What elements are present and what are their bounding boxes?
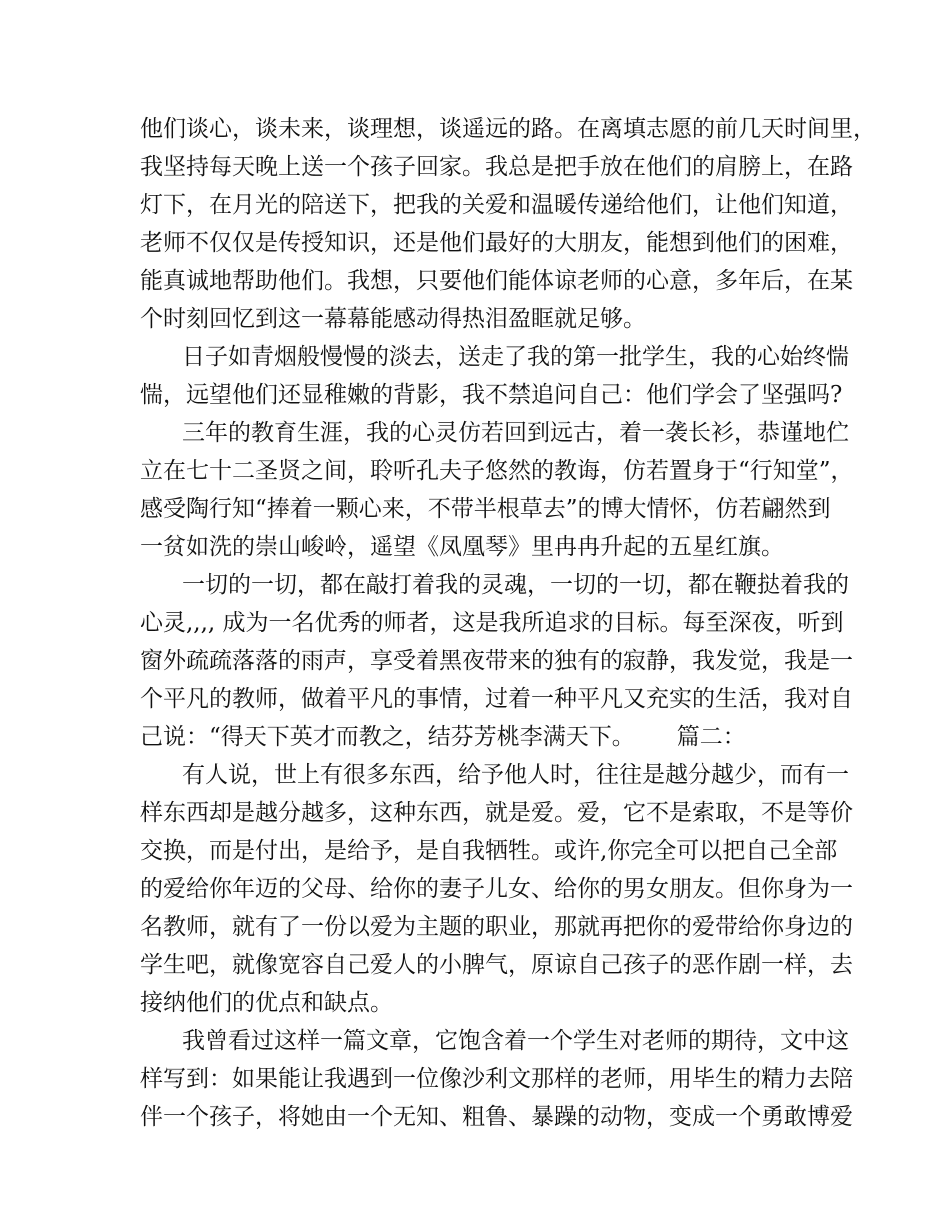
text-line: 名教师，就有了一份以爱为主题的职业，那就再把你的爱带给你身边的 <box>140 914 853 940</box>
text-line: 三年的教育生涯，我的心灵仿若回到远古，着一袭长衫，恭谨地伫 <box>182 420 849 446</box>
text-line-with-heading <box>140 718 820 756</box>
text-line: 老师不仅仅是传授知识，还是他们最好的大朋友，能想到他们的困难， <box>140 230 853 256</box>
text-line: 样写到：如果能让我遇到一位像沙利文那样的老师，用毕生的精力去陪 <box>140 1066 853 1092</box>
text-line: 感受陶行知“捧着一颗心来，不带半根草去”的博大情怀，仿若翩然到 <box>140 496 831 522</box>
text-line: 惴，远望他们还显稚嫩的背影，我不禁追问自己：他们学会了坚强吗? <box>140 382 843 408</box>
text-line: 心灵,,,, 成为一名优秀的师者，这是我所追求的目标。每至深夜，听到 <box>140 610 844 636</box>
text-line: 有人说，世上有很多东西，给予他人时，往往是越分越少，而有一 <box>182 762 849 788</box>
text-line: 他们谈心，谈未来，谈理想，谈遥远的路。在离填志愿的前几天时间里， <box>140 116 876 142</box>
text-line: 一切的一切，都在敲打着我的灵魂，一切的一切，都在鞭挞着我的 <box>182 572 849 598</box>
text-line: 样东西却是越分越多，这种东西，就是爱。爱，它不是索取，不是等价 <box>140 800 853 826</box>
text-line: 学生吧，就像宽容自己爱人的小脾气，原谅自己孩子的恶作剧一样，去 <box>140 952 853 978</box>
text-line: 能真诚地帮助他们。我想，只要他们能体谅老师的心意，多年后，在某 <box>140 268 853 294</box>
text-line: 个平凡的教师，做着平凡的事情，过着一种平凡又充实的生活，我对自 <box>140 686 853 712</box>
text-line: 的爱给你年迈的父母、给你的妻子儿女、给你的男女朋友。但你身为一 <box>140 876 853 902</box>
text-line: 立在七十二圣贤之间，聆听孔夫子悠然的教诲，仿若置身于“行知堂”， <box>140 458 854 484</box>
text-line: 接纳他们的优点和缺点。 <box>140 990 393 1016</box>
text-line: 灯下，在月光的陪送下，把我的关爱和温暖传递给他们，让他们知道， <box>140 192 853 218</box>
text-line: 窗外疏疏落落的雨声，享受着黑夜带来的独有的寂静，我发觉，我是一 <box>140 648 853 674</box>
text-line: 我坚持每天晚上送一个孩子回家。我总是把手放在他们的肩膀上，在路 <box>140 154 853 180</box>
section-heading: 篇二： <box>676 724 746 750</box>
text-line: 交换，而是付出，是给予，是自我牺牲。或许,你完全可以把自己全部 <box>140 838 838 864</box>
body-text <box>140 110 876 1136</box>
text-line: 己说：“得天下英才而教之，结芬芳桃李满天下。 <box>140 724 635 750</box>
text-line: 伴一个孩子，将她由一个无知、粗鲁、暴躁的动物，变成一个勇敢博爱 <box>140 1104 853 1130</box>
text-line: 日子如青烟般慢慢的淡去，送走了我的第一批学生，我的心始终惴 <box>182 344 849 370</box>
text-line: 我曾看过这样一篇文章，它饱含着一个学生对老师的期待，文中这 <box>182 1028 849 1054</box>
text-line: 一贫如洗的崇山峻岭，遥望《凤凰琴》里冉冉升起的五星红旗。 <box>140 534 784 560</box>
text-line: 个时刻回忆到这一幕幕能感动得热泪盈眶就足够。 <box>140 306 646 332</box>
